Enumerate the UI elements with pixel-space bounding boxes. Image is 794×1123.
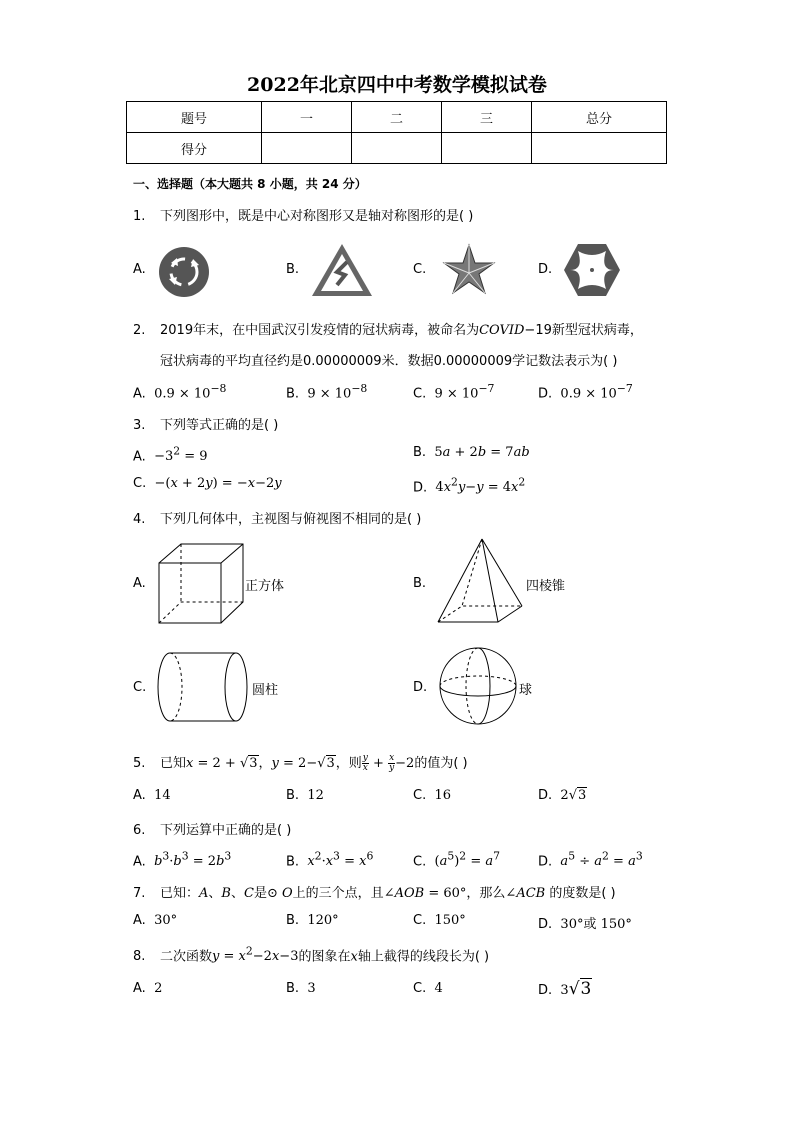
score-table-score-row	[127, 133, 667, 164]
option-a	[133, 981, 162, 996]
option-letter: D.	[538, 788, 553, 803]
option-value: 2	[560, 788, 569, 803]
option-b: B. $x^2\cdot x^3 = x^6$	[286, 850, 374, 870]
option-value: 0.9 × 10	[560, 386, 617, 402]
option-d: D. 2√3	[538, 788, 587, 803]
five-point-star-figure	[442, 243, 496, 299]
option-b: B. 5a + 2b = 7ab	[413, 445, 530, 460]
option-letter: A.	[133, 449, 146, 465]
option-c	[413, 382, 494, 401]
option-letter: B.	[413, 576, 427, 591]
question-text: 已知	[160, 756, 187, 771]
question-8: 8. 二次函数$y = x^2-2x-3$的图象在x轴上截得的线段长为( )	[133, 945, 490, 965]
option-a	[133, 788, 171, 803]
question-2-line-2: 冠状病毒的平均直径约是0.00000009米．数据0.00000009学记数法表示为( )	[160, 354, 618, 369]
option-value: 3	[560, 983, 569, 998]
score-header-cell: 题号	[127, 102, 262, 133]
option-c	[413, 913, 466, 928]
option-letter: A.	[133, 576, 146, 591]
option-letter: D.	[413, 680, 428, 695]
sphere-label: 球	[519, 683, 533, 698]
option-c: C. $(a^5)^2 = a^7$	[413, 850, 501, 870]
option-letter: D.	[538, 983, 553, 998]
option-letter: C.	[413, 913, 427, 928]
option-letter: D.	[538, 917, 553, 932]
pyramid-label: 四棱锥	[526, 579, 566, 594]
question-text: 下列运算中正确的是( )	[160, 823, 292, 838]
question-text: 2019年末，在中国武汉引发疫情的冠状病毒，被命名为	[160, 323, 480, 338]
question-text: ，则	[335, 756, 362, 771]
question-text: 下列等式正确的是( )	[160, 418, 279, 433]
score-header-cell: 二	[352, 102, 442, 133]
pyramid-figure	[434, 536, 526, 628]
option-letter: A.	[133, 788, 146, 803]
option-exponent: −8	[210, 382, 227, 395]
option-value: 9 × 10	[307, 386, 352, 402]
option-b	[286, 382, 367, 401]
question-text: −19新型冠状病毒，	[524, 323, 643, 338]
page-title: 2022年北京四中中考数学模拟试卷	[247, 74, 547, 96]
option-exponent: −7	[478, 382, 495, 395]
option-c	[413, 981, 443, 996]
option-letter: C.	[413, 981, 427, 996]
option-letter: B.	[413, 445, 427, 460]
option-value: 4	[434, 981, 443, 996]
question-2	[133, 319, 643, 338]
cylinder-figure	[154, 650, 250, 724]
option-letter: B.	[286, 913, 300, 928]
question-number: 7.	[133, 886, 146, 901]
option-a	[133, 913, 177, 928]
option-letter: D.	[538, 262, 553, 277]
option-letter: C.	[133, 476, 147, 491]
option-letter: A.	[133, 386, 146, 402]
score-header-cell: 三	[442, 102, 532, 133]
question-text: 二次函数	[160, 949, 213, 965]
score-cell	[442, 133, 532, 164]
question-number: 8.	[133, 949, 146, 965]
option-value: 14	[154, 788, 171, 803]
question-text: 的度数是( )	[545, 886, 616, 901]
question-4	[133, 508, 421, 527]
option-c: C. −(x + 2y) = −x−2y	[133, 476, 282, 491]
option-value: 30°或 150°	[560, 917, 632, 932]
question-text: ，	[258, 756, 272, 771]
option-value: 30°	[154, 913, 178, 928]
score-table	[126, 101, 667, 164]
hexagon-umbrella-figure	[562, 241, 622, 299]
cube-label: 正方体	[245, 579, 285, 594]
option-value: 16	[434, 788, 452, 803]
option-letter: B.	[286, 386, 300, 402]
option-exponent: −7	[616, 382, 633, 395]
question-number: 2.	[133, 323, 146, 338]
option-letter: B.	[286, 788, 300, 803]
option-d	[538, 382, 633, 401]
option-b	[286, 981, 316, 996]
option-c	[413, 788, 451, 803]
option-letter: B.	[286, 981, 300, 996]
question-3	[133, 414, 278, 433]
question-text: 下列几何体中，主视图与俯视图不相同的是( )	[160, 512, 422, 527]
option-letter: B.	[286, 854, 300, 870]
sphere-figure	[437, 645, 519, 727]
option-d: D. $4x^2y-y = 4x^2$	[413, 476, 526, 496]
question-number: 5.	[133, 756, 146, 771]
score-row-label: 得分	[127, 133, 262, 164]
question-text: 轴上截得的线段长为( )	[357, 949, 490, 965]
option-letter: A.	[133, 854, 146, 870]
question-text: 的图象在	[298, 949, 351, 965]
score-cell	[352, 133, 442, 164]
option-value: 150°	[434, 913, 466, 928]
question-5: 5. 已知x = 2 + √3，y = 2−√3，则 $\frac{y}{x}$ + $\frac{x}{y}$ −2的值为( )	[133, 753, 468, 773]
option-letter: A.	[133, 913, 146, 928]
question-text: 是	[253, 886, 267, 901]
option-value: 12	[307, 788, 324, 803]
question-text: 已知：	[160, 886, 200, 901]
question-7: 7. 已知：A、B、C是⊙ O上的三个点，且∠AOB = 60°，那么∠ACB 的度数是( )	[133, 886, 616, 901]
option-a: A. $b^3\cdot b^3 = 2b^3$	[133, 850, 232, 870]
cube-figure	[155, 541, 247, 626]
question-1	[133, 205, 473, 224]
option-letter: C.	[413, 788, 427, 803]
score-header-cell: 总分	[532, 102, 667, 133]
option-b	[286, 913, 339, 928]
option-letter: C.	[413, 386, 427, 402]
option-value: 2	[154, 981, 163, 996]
question-number: 1.	[133, 209, 146, 224]
score-cell	[532, 133, 667, 164]
option-value: 0.9 × 10	[154, 386, 211, 402]
option-d	[538, 913, 632, 932]
option-value: 3	[307, 981, 316, 996]
option-b	[286, 788, 324, 803]
option-letter: C.	[133, 680, 147, 695]
score-table-header-row	[127, 102, 667, 133]
question-number: 6.	[133, 823, 146, 838]
question-text: 上的三个点，且	[292, 886, 384, 901]
winding-road-triangle-sign-figure	[309, 241, 375, 299]
option-exponent: −8	[351, 382, 368, 395]
option-letter: D.	[413, 480, 428, 496]
option-a: A. $-3^2 = 9$	[133, 445, 208, 465]
option-letter: D.	[538, 386, 553, 402]
option-letter: B.	[286, 262, 300, 277]
recycle-circle-sign-figure	[157, 245, 213, 299]
option-d: D. 3√3	[538, 979, 592, 999]
question-number: 4.	[133, 512, 146, 527]
option-letter: A.	[133, 981, 146, 996]
score-header-cell: 一	[262, 102, 352, 133]
option-letter: C.	[413, 854, 427, 870]
covid-term: COVID	[479, 323, 525, 338]
option-letter: A.	[133, 262, 146, 277]
option-letter: C.	[413, 262, 427, 277]
score-cell	[262, 133, 352, 164]
section-heading: 一、选择题（本大题共 8 小题，共 24 分）	[133, 177, 367, 191]
cylinder-label: 圆柱	[252, 683, 279, 698]
question-number: 3.	[133, 418, 146, 433]
question-6	[133, 819, 291, 838]
question-text: 的值为( )	[414, 756, 468, 771]
question-text: ，那么	[466, 886, 506, 901]
option-value: 9 × 10	[434, 386, 479, 402]
question-text: 下列图形中，既是中心对称图形又是轴对称图形的是( )	[160, 209, 474, 224]
option-value: 120°	[307, 913, 339, 928]
option-letter: D.	[538, 854, 553, 870]
option-d: D. $a^5 \div a^2 = a^3$	[538, 850, 643, 870]
option-a	[133, 382, 226, 401]
